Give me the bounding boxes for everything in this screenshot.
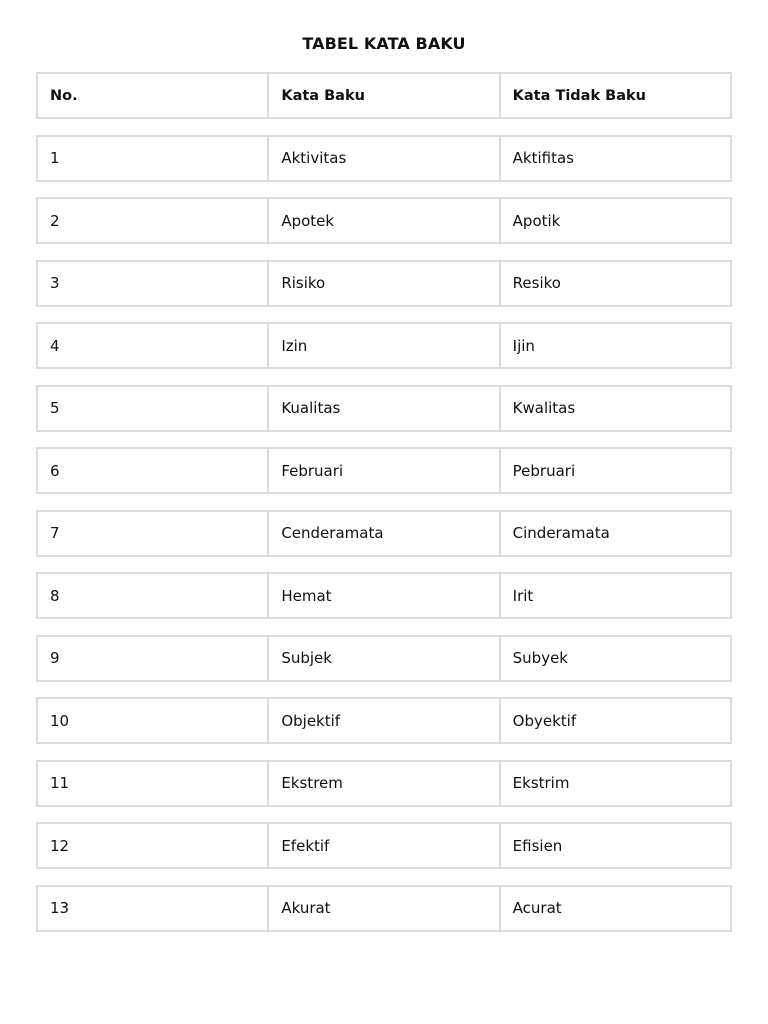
cell-kata-tidak-baku: Resiko <box>499 260 732 307</box>
cell-kata-baku: Hemat <box>267 572 500 619</box>
cell-number: 12 <box>36 822 269 869</box>
cell-kata-tidak-baku: Cinderamata <box>499 510 732 557</box>
cell-kata-tidak-baku: Apotik <box>499 197 732 244</box>
table-row <box>36 447 732 494</box>
cell-number: 2 <box>36 197 269 244</box>
cell-number: 10 <box>36 697 269 744</box>
table-header-row <box>36 72 732 119</box>
cell-kata-tidak-baku: Kwalitas <box>499 385 732 432</box>
cell-number: 4 <box>36 322 269 369</box>
cell-number: 8 <box>36 572 269 619</box>
table-body <box>36 135 732 932</box>
cell-number: 11 <box>36 760 269 807</box>
table-row <box>36 697 732 744</box>
cell-number: 3 <box>36 260 269 307</box>
table-row <box>36 510 732 557</box>
cell-kata-tidak-baku: Subyek <box>499 635 732 682</box>
cell-kata-baku: Efektif <box>267 822 500 869</box>
cell-kata-baku: Izin <box>267 322 500 369</box>
table-row <box>36 760 732 807</box>
cell-number: 9 <box>36 635 269 682</box>
cell-number: 13 <box>36 885 269 932</box>
cell-kata-baku: Risiko <box>267 260 500 307</box>
cell-number: 6 <box>36 447 269 494</box>
cell-kata-tidak-baku: Ijin <box>499 322 732 369</box>
table-row <box>36 385 732 432</box>
cell-kata-tidak-baku: Efisien <box>499 822 732 869</box>
cell-kata-baku: Subjek <box>267 635 500 682</box>
table-row <box>36 322 732 369</box>
header-cell-kata-tidak-baku: Kata Tidak Baku <box>499 72 732 119</box>
cell-kata-baku: Cenderamata <box>267 510 500 557</box>
cell-number: 1 <box>36 135 269 182</box>
cell-kata-baku: Aktivitas <box>267 135 500 182</box>
cell-kata-tidak-baku: Ekstrim <box>499 760 732 807</box>
cell-kata-baku: Ekstrem <box>267 760 500 807</box>
header-cell-number: No. <box>36 72 269 119</box>
header-cell-kata-baku: Kata Baku <box>267 72 500 119</box>
cell-kata-baku: Objektif <box>267 697 500 744</box>
table-row <box>36 197 732 244</box>
cell-kata-baku: Akurat <box>267 885 500 932</box>
table-row <box>36 635 732 682</box>
table-row <box>36 822 732 869</box>
table-row <box>36 260 732 307</box>
cell-kata-tidak-baku: Irit <box>499 572 732 619</box>
cell-kata-tidak-baku: Pebruari <box>499 447 732 494</box>
cell-number: 5 <box>36 385 269 432</box>
kata-baku-table <box>36 72 732 947</box>
cell-kata-baku: Apotek <box>267 197 500 244</box>
page-title: TABEL KATA BAKU <box>302 34 466 53</box>
cell-kata-baku: Februari <box>267 447 500 494</box>
cell-number: 7 <box>36 510 269 557</box>
cell-kata-tidak-baku: Aktifitas <box>499 135 732 182</box>
table-row <box>36 135 732 182</box>
cell-kata-tidak-baku: Acurat <box>499 885 732 932</box>
table-row <box>36 885 732 932</box>
table-row <box>36 572 732 619</box>
cell-kata-baku: Kualitas <box>267 385 500 432</box>
cell-kata-tidak-baku: Obyektif <box>499 697 732 744</box>
